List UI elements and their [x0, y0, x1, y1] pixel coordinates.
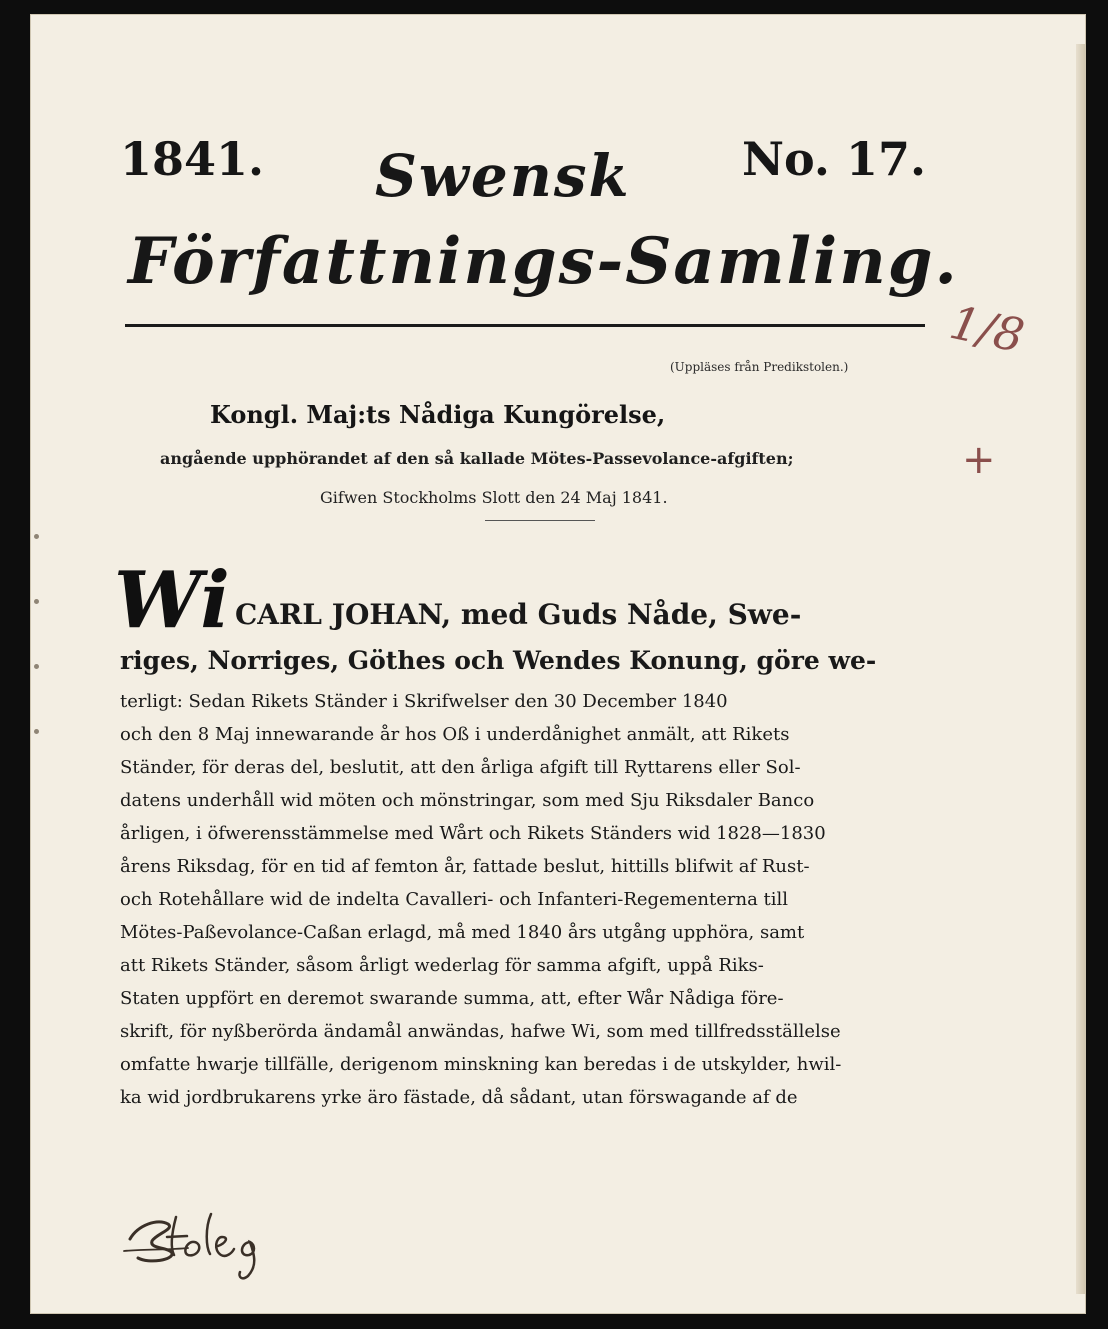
- body-line: riges, Norriges, Göthes och Wendes Konung, göre we-: [120, 646, 877, 675]
- binding-hole: [34, 599, 39, 604]
- body-line: Ständer, för deras del, beslutit, att den årliga afgift till Ryttarens eller Sol-: [120, 757, 801, 778]
- notice-subject: angående upphörandet af den så kallade Mötes-Passevolance-afgiften;: [160, 449, 794, 468]
- masthead-title-line-1: Swensk: [375, 142, 631, 210]
- binding-holes: [32, 534, 42, 754]
- binding-hole: [34, 729, 39, 734]
- page-stack-edge: [1076, 44, 1086, 1294]
- body-line: skrift, för nyßberörda ändamål anwändas, hafwe Wi, som med tillfredsställelse: [120, 1021, 841, 1042]
- body-line: CARL JOHAN, med Guds Nåde, Swe-: [235, 598, 802, 631]
- handwritten-plus: +: [962, 437, 996, 483]
- document-page: [30, 14, 1086, 1314]
- body-line: och Rotehållare wid de indelta Cavalleri- och Infanteri-Regementerna till: [120, 889, 789, 910]
- masthead-rule: [125, 324, 925, 327]
- body-line: ka wid jordbrukarens yrke äro fästade, då sådant, utan förswagande af de: [120, 1087, 798, 1108]
- pulpit-note: (Uppläses från Predikstolen.): [670, 360, 849, 374]
- given-at: Gifwen Stockholms Slott den 24 Maj 1841.: [320, 488, 668, 507]
- body-line: årens Riksdag, för en tid af femton år, fattade beslut, hittills blifwit af Rust-: [120, 856, 810, 877]
- issue-year: 1841.: [120, 132, 265, 186]
- body-line: att Rikets Ständer, såsom årligt wederlag för samma afgift, uppå Riks-: [120, 955, 764, 976]
- binding-hole: [34, 534, 39, 539]
- masthead-title-line-2: Författnings-Samling.: [128, 224, 959, 299]
- body-line: Staten uppfört en deremot swarande summa, att, efter Wår Nådiga före-: [120, 988, 784, 1009]
- section-divider: [485, 520, 595, 521]
- issue-number: No. 17.: [742, 132, 926, 186]
- body-line: datens underhåll wid möten och mönstringar, som med Sju Riksdaler Banco: [120, 790, 815, 811]
- body-line: årligen, i öfwerensstämmelse med Wårt och Rikets Ständers wid 1828—1830: [120, 823, 826, 844]
- body-line: omfatte hwarje tillfälle, derigenom minskning kan beredas i de utskylder, hwil-: [120, 1054, 842, 1075]
- binding-hole: [34, 664, 39, 669]
- body-line: och den 8 Maj innewarande år hos Oß i underdånighet anmält, att Rikets: [120, 724, 790, 745]
- notice-heading: Kongl. Maj:ts Nådiga Kungörelse,: [210, 400, 666, 429]
- handwritten-fraction: 1/8: [945, 294, 1029, 364]
- body-line: terligt: Sedan Rikets Ständer i Skrifwelser den 30 December 1840: [120, 691, 728, 712]
- signature-image: [118, 1202, 308, 1282]
- drop-cap: Wi: [114, 555, 230, 646]
- body-line: Mötes-Paßevolance-Caßan erlagd, må med 1840 års utgång upphöra, samt: [120, 922, 805, 943]
